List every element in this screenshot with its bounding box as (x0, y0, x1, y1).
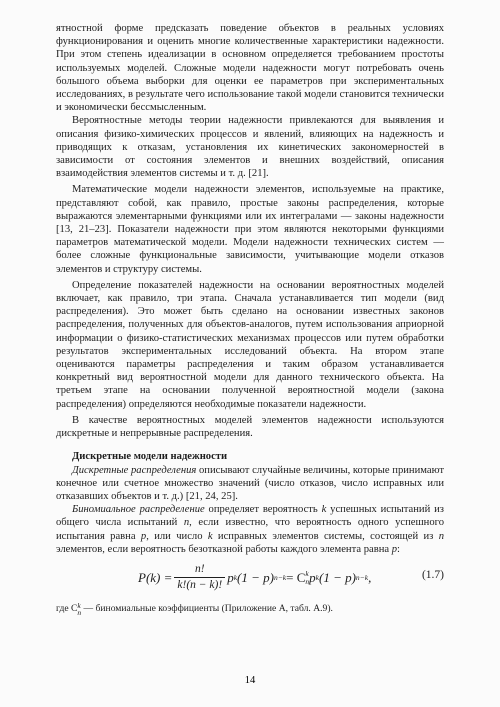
note-text: — биномиальные коэффициенты (Приложение А, табл. А.9). (81, 603, 333, 615)
paragraph-3: Математические модели надежности элементов, используемые на практике, представляют собой, как правило, простые законы распределения, которые выражаются элементарными функциями или их интегралами — законы надежности [13, 21–23]. Показатели надежности при этом являются некоторыми функциями параметров математической модели. Модели надежности технических систем — более сложные функциональные зависимости, учитывающие модели отказов элементов и структуру системы. (56, 184, 444, 275)
formula-term: (1 − p) (318, 570, 356, 586)
paragraph-4: Определение показателей надежности на основании вероятностных моделей включает, как правило, три этапа. Сначала устанавливается тип модели (вид распределения). Это может быть сделано на основании известных законов распределения, полученных для объектов-аналогов, путем использования априорной информации о физико-статистических механизмах процессов или путем обработки результатов экспериментальных исследований объекта. На втором этапе оцениваются параметры распределения и таким образом устанавливается конкретный вид вероятностной модели для данного технического объекта. На третьем этапе на основании полученной вероятностной модели (закона распределения) определяются необходимые показатели надежности. (56, 279, 444, 410)
var-k: k (321, 504, 327, 516)
var-p: p (140, 530, 147, 542)
discrete-paragraph (56, 464, 444, 504)
var-p: p (391, 543, 398, 555)
binom-sup: k (305, 568, 309, 578)
binomial-text: элементов, если вероятность безотказной работы каждого элемента равна (56, 543, 392, 555)
var-n: n (438, 530, 444, 542)
binomial-term: Биномиальное распределение (72, 504, 205, 516)
formula-term: (1 − p) (237, 570, 274, 586)
binomial-text: исправных элементов системы, состоящей из (212, 530, 439, 542)
binomial-text: , если известно, что вероятность одного успешного испытания равна (56, 517, 444, 542)
discrete-term: Дискретные распределения (72, 464, 197, 476)
binomial-paragraph (56, 503, 444, 556)
paragraph-1: ятностной форме предсказать поведение объектов в реальных условиях функционирования и оценить многие количественные характеристики надежности. При этом степень идеализации в основном определяется требованием простоты используемых моделей. Сложные модели надежности могут потребовать очень большого объема выборки для оценки ее параметров при экспериментальных исследованиях, в результате чего использование такой модели становится технически и экономически бессмысленным. (56, 23, 444, 114)
paragraph-5: В качестве вероятностных моделей элементов надежности используются дискретные и непрерывные распределения. (56, 414, 444, 440)
var-n: n (183, 517, 190, 529)
formula-exponent: n−k (355, 573, 369, 583)
formula-exponent: n−k (273, 573, 287, 583)
binomial-formula (138, 560, 371, 596)
note-sup: k (77, 600, 81, 610)
note-sub: n (77, 607, 82, 617)
formula-exponent: k (315, 573, 319, 583)
formula-binom: = C (286, 570, 306, 586)
discrete-text: описывают случайные величины, которые принимают конечное или счетное множество значений (число отказов, число исправных или отказавших объектов и т. д.) [21, 24, 25]. (56, 464, 444, 502)
page-number: 14 (244, 675, 256, 686)
binomial-text: , или число (146, 530, 208, 542)
formula-p: p (227, 570, 234, 586)
fraction-numerator: n! (195, 563, 205, 576)
paragraph-2: Вероятностные методы теории надежности привлекаются для выявления и описания физико-химических процессов и явлений, влияющих на надежность и приводящих к отказам, установления их кинетических закономерностей в зависимости от состояния элементов и внешних воздействий, описания взаимодействия элементов системы и т. д. [21]. (56, 115, 444, 180)
note-prefix: где C (56, 603, 78, 615)
section-heading: Дискретные модели надежности (72, 451, 228, 463)
formula-p: p (309, 570, 316, 586)
binomial-text: определяет вероятность (204, 504, 322, 516)
formula-lhs: P(k) = (138, 570, 173, 586)
formula-note (56, 602, 444, 616)
binomial-text: успешных испытаний из общего числа испытаний (56, 504, 444, 529)
equation-number: (1.7) (421, 568, 444, 581)
fraction-denominator: k!(n − k)! (174, 577, 225, 593)
formula-1-7 (56, 558, 444, 598)
formula-comma: , (368, 570, 372, 586)
formula-fraction (174, 562, 225, 593)
var-k: k (207, 530, 213, 542)
binomial-text: : (397, 543, 400, 555)
binom-sub: n (305, 576, 310, 586)
formula-exponent: k (233, 573, 238, 583)
